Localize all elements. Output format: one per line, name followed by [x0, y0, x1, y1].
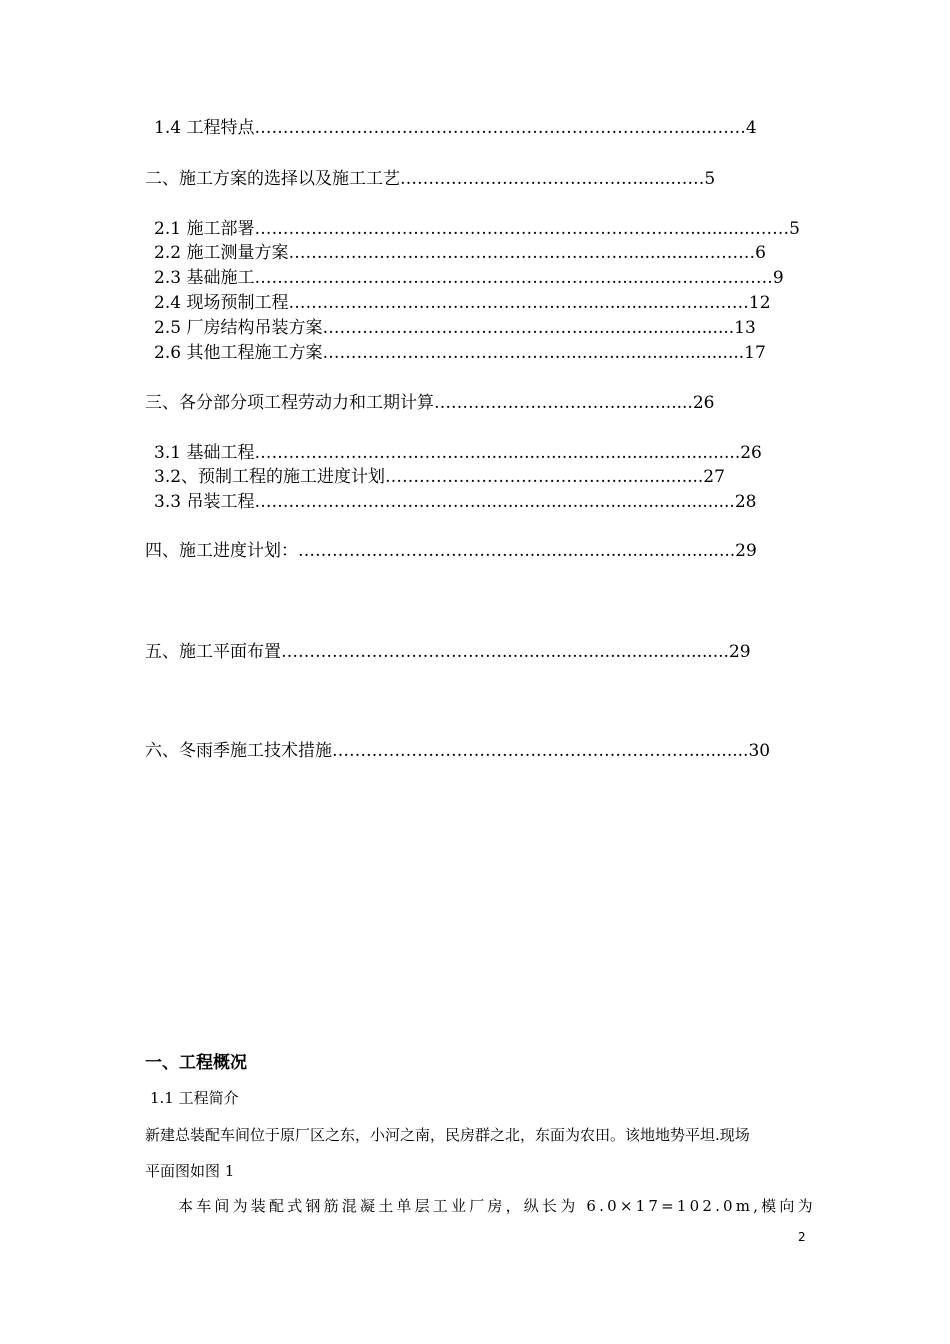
page-number: 2: [798, 1230, 806, 1244]
toc-entry-2-1: 2.1 施工部署…………………………………………………………………..............……5: [154, 219, 800, 239]
toc-entry-2-4: 2.4 现场预制工程……………………………………………................……………12: [154, 293, 771, 313]
toc-entry-3-2: 3.2、预制工程的施工进度计划…………………………………..................27: [154, 467, 725, 487]
paragraph-line: 新建总装配车间位于原厂区之东，小河之南，民房群之北，东面为农田。该地地势平坦.现场: [145, 1126, 750, 1144]
paragraph-line: 本车间为装配式钢筋混凝土单层工业厂房，纵长为 6.0×17=102.0m,模向为: [178, 1197, 816, 1215]
toc-entry-section-6: 六、冬雨季施工技术措施………………………………………………………...........30: [145, 741, 771, 761]
toc-entry-2-3: 2.3 基础施工………………………………………………………...........………………9: [154, 268, 784, 288]
toc-entry-section-4: 四、施工进度计划：…………………………………........................................29: [145, 541, 757, 561]
subsection-title: 1.1 工程简介: [150, 1089, 239, 1107]
toc-entry-1-4: 1.4 工程特点…………………………………………………………………......……4: [154, 118, 757, 138]
toc-entry-section-5: 五、施工平面布置…………………………………..........................................29: [145, 642, 751, 662]
toc-entry-2-6: 2.6 其他工程施工方案……………………………………..................................17: [154, 343, 766, 363]
toc-entry-3-3: 3.3 吊装工程…………………………………................................................28: [154, 492, 757, 512]
toc-entry-section-2: 二、施工方案的选择以及施工工艺……………………………………......……5: [145, 169, 716, 189]
paragraph-line: 平面图如图 1: [145, 1162, 235, 1180]
section-heading: 一、工程概况: [145, 1053, 247, 1073]
toc-entry-2-5: 2.5 厂房结构吊装方案……………………………………….............................13: [154, 318, 756, 338]
toc-entry-3-1: 3.1 基础工程………………………………….................................................26: [154, 443, 762, 463]
toc-entry-2-2: 2.2 施工测量方案……………………………………………………..............………6: [154, 243, 766, 263]
toc-entry-section-3: 三、各分部分项工程劳动力和工期计算………………………………….......26: [145, 393, 715, 413]
